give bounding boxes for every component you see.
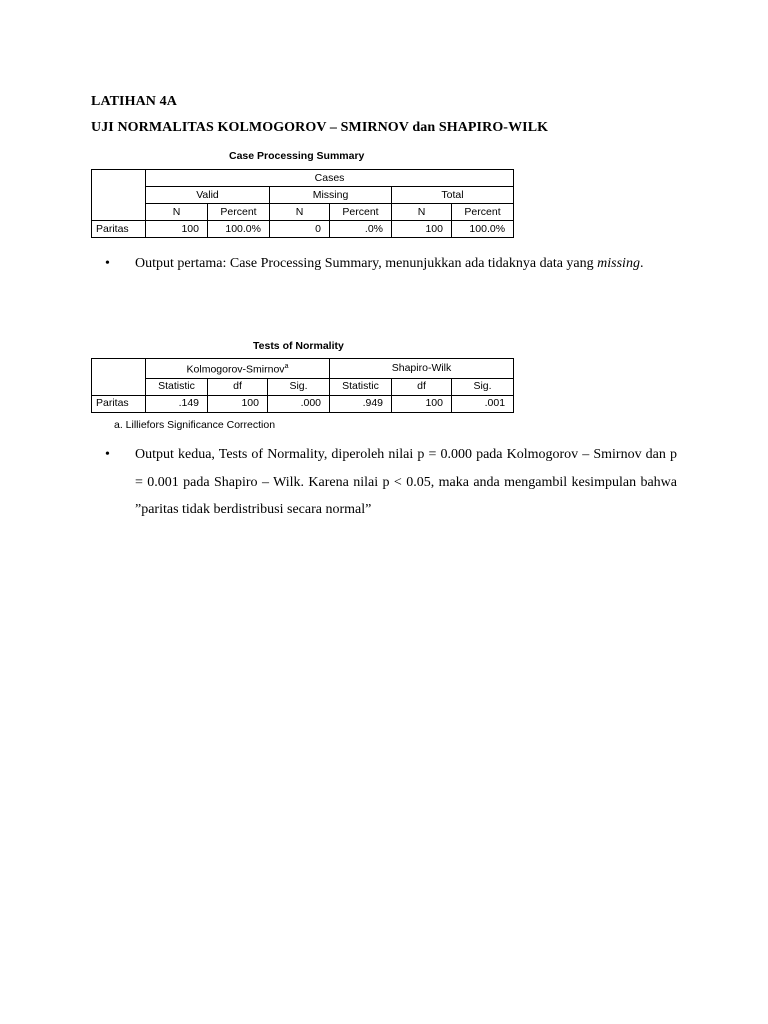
bullet-text-main: Output pertama: Case Processing Summary, menunjukkan ada tidaknya data yang	[135, 256, 598, 271]
sub-header-valid: Valid	[146, 187, 270, 204]
table-cell: 100.0%	[452, 221, 514, 238]
bullet-text-emphasis: missing	[597, 256, 640, 271]
corner-cell	[92, 204, 146, 221]
document-subtitle: UJI NORMALITAS KOLMOGOROV – SMIRNOV dan SHAPIRO-WILK	[91, 120, 549, 135]
table-cell: .001	[452, 395, 514, 412]
row-label: Paritas	[92, 221, 146, 238]
table-header-row	[92, 204, 514, 221]
table-header-row	[92, 187, 514, 204]
table-cell: 100	[392, 395, 452, 412]
bullet-icon: •	[105, 447, 110, 462]
table-header-row	[92, 359, 514, 379]
normality-title: Tests of Normality	[253, 340, 344, 352]
column-header: Percent	[330, 204, 392, 221]
table-cell: 100	[392, 221, 452, 238]
table-cell: .149	[146, 395, 208, 412]
table-row	[92, 395, 514, 412]
column-header: Sig.	[268, 378, 330, 395]
column-header: df	[208, 378, 268, 395]
corner-cell	[92, 187, 146, 204]
case-summary-title: Case Processing Summary	[229, 150, 365, 162]
column-header: Sig.	[452, 378, 514, 395]
table-cell: 0	[270, 221, 330, 238]
table-cell: .000	[268, 395, 330, 412]
column-header: Percent	[452, 204, 514, 221]
column-header: N	[146, 204, 208, 221]
sub-header-missing: Missing	[270, 187, 392, 204]
corner-cell	[92, 359, 146, 379]
corner-cell	[92, 378, 146, 395]
column-header: Statistic	[146, 378, 208, 395]
group-header: Cases	[146, 170, 514, 187]
column-header: Statistic	[330, 378, 392, 395]
document-title: LATIHAN 4A	[91, 94, 177, 109]
table-cell: .949	[330, 395, 392, 412]
group-header-sw: Shapiro-Wilk	[330, 359, 514, 379]
corner-cell	[92, 170, 146, 187]
sub-header-total: Total	[392, 187, 514, 204]
table-cell: 100	[146, 221, 208, 238]
table-header-row	[92, 170, 514, 187]
bullet-text-end: .	[639, 256, 644, 271]
table-header-row	[92, 378, 514, 395]
column-header: N	[270, 204, 330, 221]
row-label: Paritas	[92, 395, 146, 412]
table-cell: 100	[208, 395, 268, 412]
table-cell: 100.0%	[208, 221, 270, 238]
column-header: df	[392, 378, 452, 395]
table-row	[92, 221, 514, 238]
bullet-text: Output kedua, Tests of Normality, diperoleh nilai p = 0.000 pada Kolmogorov – Smirnov dan p = 0.001 pada Shapiro – Wilk. Karena nilai p < 0.05, maka anda mengambil kesimpulan bahwa ”paritas tidak berdistribusi secara normal”	[135, 447, 677, 517]
bullet-output-2	[105, 441, 677, 524]
bullet-icon: •	[105, 256, 110, 271]
column-header: N	[392, 204, 452, 221]
bullet-text	[135, 250, 677, 278]
table-cell: .0%	[330, 221, 392, 238]
normality-table	[91, 358, 514, 413]
bullet-output-1	[105, 250, 677, 278]
case-summary-table	[91, 169, 514, 238]
table-footnote: a. Lilliefors Significance Correction	[114, 419, 276, 431]
column-header: Percent	[208, 204, 270, 221]
group-header-ks: Kolmogorov-Smirnov$^a$	[146, 359, 330, 379]
